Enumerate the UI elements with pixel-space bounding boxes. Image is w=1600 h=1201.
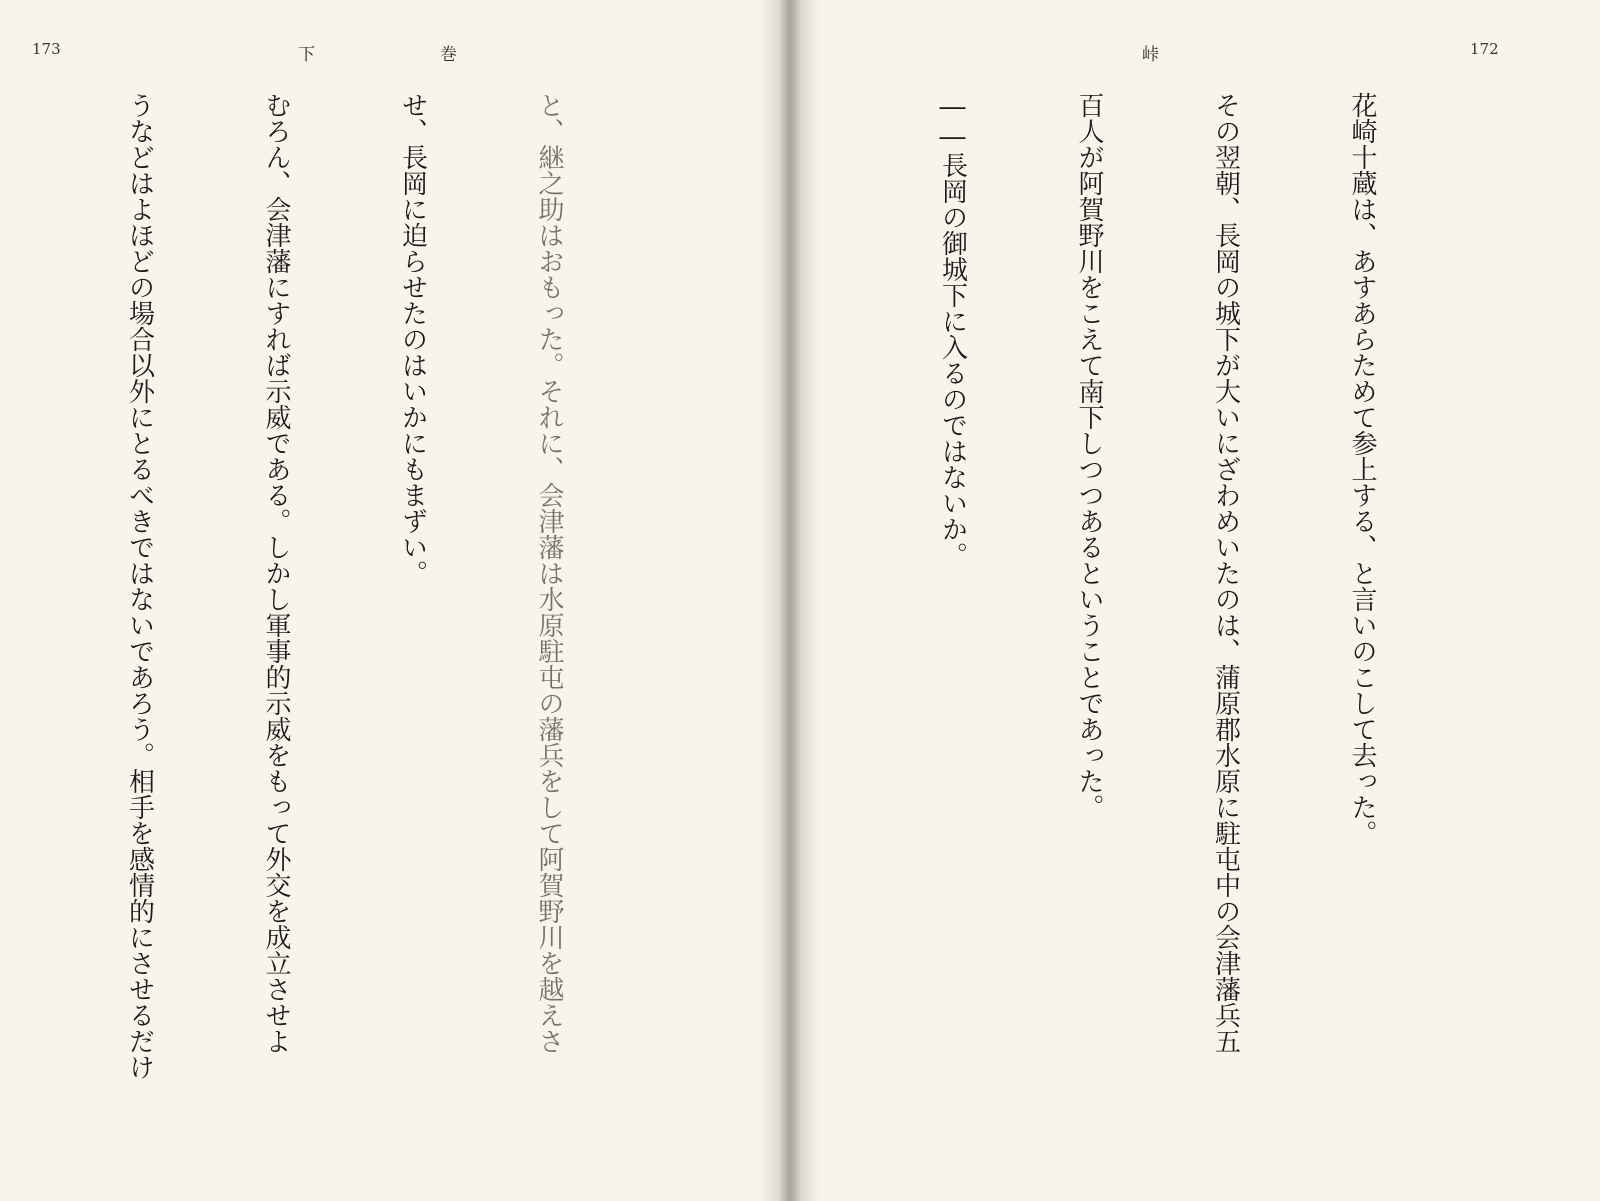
text-line: 花崎十蔵は、あすあらためて参上する、と言いのこして去った。 (1347, 92, 1377, 846)
page-number-right: 172 (1470, 40, 1499, 58)
body-text-left (72, 92, 662, 1162)
text-line: せ、長岡に迫らせたのはいかにもまずい。 (397, 92, 428, 586)
text-line: と、継之助はおもった。それに、会津藩は水原駐屯の藩兵をして阿賀野川を越えさ (534, 92, 564, 1054)
body-text-right (880, 92, 1475, 1162)
text-line: ――長岡の御城下に入るのではないか。 (937, 92, 968, 568)
left-page (0, 0, 790, 1201)
running-head-left-1: 下 (298, 45, 315, 65)
text-line: 百人が阿賀野川をこえて南下しつつあるということであった。 (1074, 92, 1104, 820)
text-line: その翌朝、長岡の城下が大いにざわめいたのは、蒲原郡水原に駐屯中の会津藩兵五 (1210, 92, 1241, 1054)
text-line: うなどはよほどの場合以外にとるべきではないであろう。相手を感情的にさせるだけ (124, 92, 155, 1080)
text-line: むろん、会津藩にすれば示威である。しかし軍事的示威をもって外交を成立させよ (261, 92, 291, 1054)
running-head-right: 峠 (1142, 45, 1159, 65)
page-number-left: 173 (32, 40, 61, 58)
right-page (790, 0, 1600, 1201)
running-head-left-2: 巻 (440, 45, 457, 65)
